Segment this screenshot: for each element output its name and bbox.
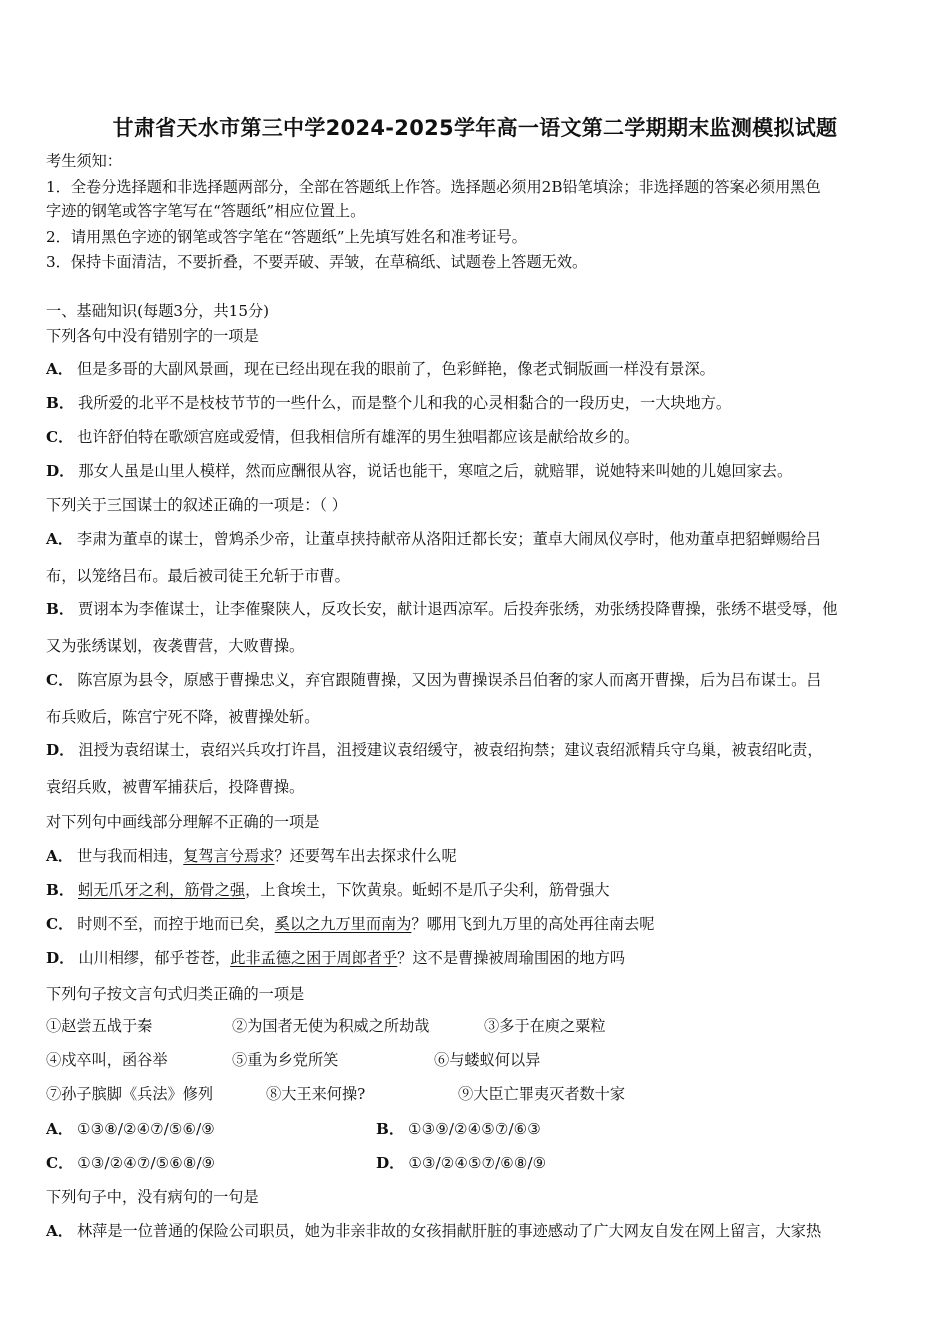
option-text: 世与我而相违，: [76, 847, 184, 865]
option-label: B．: [46, 881, 75, 899]
option-row: [46, 599, 837, 619]
option-label: A．: [46, 360, 73, 378]
option-text: ？这不是曹操被周瑜围困的地方吗: [397, 949, 626, 967]
question-stem: 下列句子中，没有病句的一句是: [46, 1188, 259, 1206]
option-text: 但是多哥的大副风景画，现在已经出现在我的眼前了，色彩鲜艳，像老式铜版画一样没有景深。: [76, 360, 715, 378]
option-row: [46, 359, 715, 379]
notice-item: 3．保持卡面清洁，不要折叠，不要弄破、弄皱，在草稿纸、试题卷上答题无效。: [46, 253, 588, 271]
option-text: ？哪用飞到九万里的高处再往南去呢: [411, 915, 655, 933]
exam-title: 甘肃省天水市第三中学2024-2025学年高一语文第二学期期末监测模拟试题: [112, 116, 838, 140]
notice-heading: 考生须知：: [46, 152, 122, 170]
option-row: [46, 1221, 821, 1241]
option-text: 沮授为袁绍谋士，袁绍兴兵攻打许昌，沮授建议袁绍缓守，被袁绍拘禁；建议袁绍派精兵守乌巢，被袁绍叱责，: [78, 741, 823, 759]
option-row: [46, 529, 821, 549]
option-continuation: 又为张绣谋划，夜袭曹营，大败曹操。: [46, 637, 305, 655]
question-stem: 下列关于三国谋士的叙述正确的一项是：（ ）: [46, 496, 347, 514]
option-text: 也许舒伯特在歌颂宫庭或爱情，但我相信所有雄浑的男生独唱都应该是献给故乡的。: [77, 428, 640, 446]
option-text: 时则不至，而控于地而已矣，: [77, 915, 275, 933]
option-continuation: 布兵败后，陈宫宁死不降，被曹操处斩。: [46, 708, 320, 726]
option-text: ①③/②④⑦/⑤⑥⑧/⑨: [77, 1154, 216, 1172]
option-text: ？还要驾车出去探求什么呢: [274, 847, 457, 865]
option-text: 我所爱的北平不是枝枝节节的一些什么，而是整个儿和我的心灵相黏合的一段历史，一大块地方。: [78, 394, 732, 412]
notice-item: 1．全卷分选择题和非选择题两部分，全部在答题纸上作答。选择题必须用2B铅笔填涂；非选择题的答案必须用黑色: [46, 178, 821, 196]
option-label: A．: [46, 847, 73, 865]
option-row: [46, 427, 639, 447]
option-text: 贾诩本为李傕谋士，让李傕聚陕人，反攻长安，献计退西凉军。后投奔张绣，劝张绣投降曹操，张绣不堪受辱，他: [78, 600, 838, 618]
notice-item: 2．请用黑色字迹的钢笔或答字笔在“答题纸”上先填写姓名和准考证号。: [46, 228, 527, 246]
option-row: [46, 393, 731, 413]
option-row: [46, 740, 823, 760]
sentence-item: ④戍卒叫，函谷举: [46, 1051, 168, 1069]
option-label: A．: [46, 1120, 73, 1138]
sentence-item: ⑥与蝼蚁何以异: [434, 1051, 541, 1069]
option-label: A．: [46, 530, 73, 548]
option-label: B．: [46, 600, 75, 618]
option-label: D．: [46, 462, 75, 480]
option-text: ①③⑧/②④⑦/⑤⑥/⑨: [76, 1120, 215, 1138]
option-label: D．: [46, 741, 75, 759]
notice-item: 字迹的钢笔或答字笔写在“答题纸”相应位置上。: [46, 202, 366, 220]
sentence-item: ①赵尝五战于秦: [46, 1017, 153, 1035]
sentence-item: ②为国者无使为积威之所劫哉: [232, 1017, 430, 1035]
option-row: [46, 948, 625, 968]
option-row: [46, 1153, 215, 1173]
underlined-phrase: 蚓无爪牙之利，筋骨之强: [78, 881, 246, 899]
question-stem: 下列各句中没有错别字的一项是: [46, 327, 259, 345]
sentence-item: ⑤重为乡党所笑: [232, 1051, 339, 1069]
option-label: C．: [46, 671, 74, 689]
option-text: ，上食埃土，下饮黄泉。蚯蚓不是爪子尖利，筋骨强大: [245, 881, 610, 899]
option-row: [46, 880, 610, 900]
option-row: [46, 1119, 215, 1139]
option-row: [376, 1153, 546, 1173]
option-text: ①③/②④⑤⑦/⑥⑧/⑨: [408, 1154, 547, 1172]
option-continuation: 布，以笼络吕布。最后被司徒王允斩于市曹。: [46, 567, 350, 585]
option-row: [46, 914, 654, 934]
option-text: ①③⑨/②④⑤⑦/⑥③: [408, 1120, 541, 1138]
option-text: 陈宫原为县令，原感于曹操忠义，弃官跟随曹操，又因为曹操误杀吕伯奢的家人而离开曹操，后为吕布谋士。吕: [77, 671, 822, 689]
question-stem: 对下列句中画线部分理解不正确的一项是: [46, 813, 320, 831]
underlined-phrase: 此非孟德之困于周郎者乎: [230, 949, 398, 967]
option-label: B．: [376, 1120, 405, 1138]
sentence-item: ③多于在庾之粟粒: [484, 1017, 606, 1035]
underlined-phrase: 奚以之九万里而南为: [274, 915, 412, 933]
sentence-item: ⑧大王来何操?: [266, 1085, 366, 1103]
option-label: D．: [376, 1154, 405, 1172]
sentence-item: ⑦孙子膑脚《兵法》修列: [46, 1085, 214, 1103]
question-stem: 下列句子按文言句式归类正确的一项是: [46, 985, 305, 1003]
option-row: [46, 846, 457, 866]
option-continuation: 袁绍兵败，被曹军捕获后，投降曹操。: [46, 778, 305, 796]
option-text: 李肃为董卓的谋士，曾鸩杀少帝，让董卓挟持献帝从洛阳迁都长安；董卓大闹凤仪亭时，他劝董卓把貂蝉赐给吕: [76, 530, 822, 548]
option-row: [376, 1119, 541, 1139]
option-row: [46, 461, 792, 481]
option-text: 林萍是一位普通的保险公司职员，她为非亲非故的女孩捐献肝脏的事迹感动了广大网友自发在网上留言，大家热: [76, 1222, 822, 1240]
sentence-item: ⑨大臣亡罪夷灭者数十家: [458, 1085, 626, 1103]
option-label: C．: [46, 428, 74, 446]
option-row: [46, 670, 821, 690]
option-label: A．: [46, 1222, 73, 1240]
option-label: D．: [46, 949, 75, 967]
option-label: C．: [46, 915, 74, 933]
option-text: 那女人虽是山里人模样，然而应酬很从容，说话也能干，寒喧之后，就赔罪，说她特来叫她的儿媳回家去。: [78, 462, 793, 480]
option-label: B．: [46, 394, 75, 412]
option-text: 山川相缪，郁乎苍苍，: [78, 949, 231, 967]
underlined-phrase: 复驾言兮焉求: [183, 847, 275, 865]
section-heading: 一、基础知识(每题3分，共15分): [46, 302, 270, 320]
option-label: C．: [46, 1154, 74, 1172]
